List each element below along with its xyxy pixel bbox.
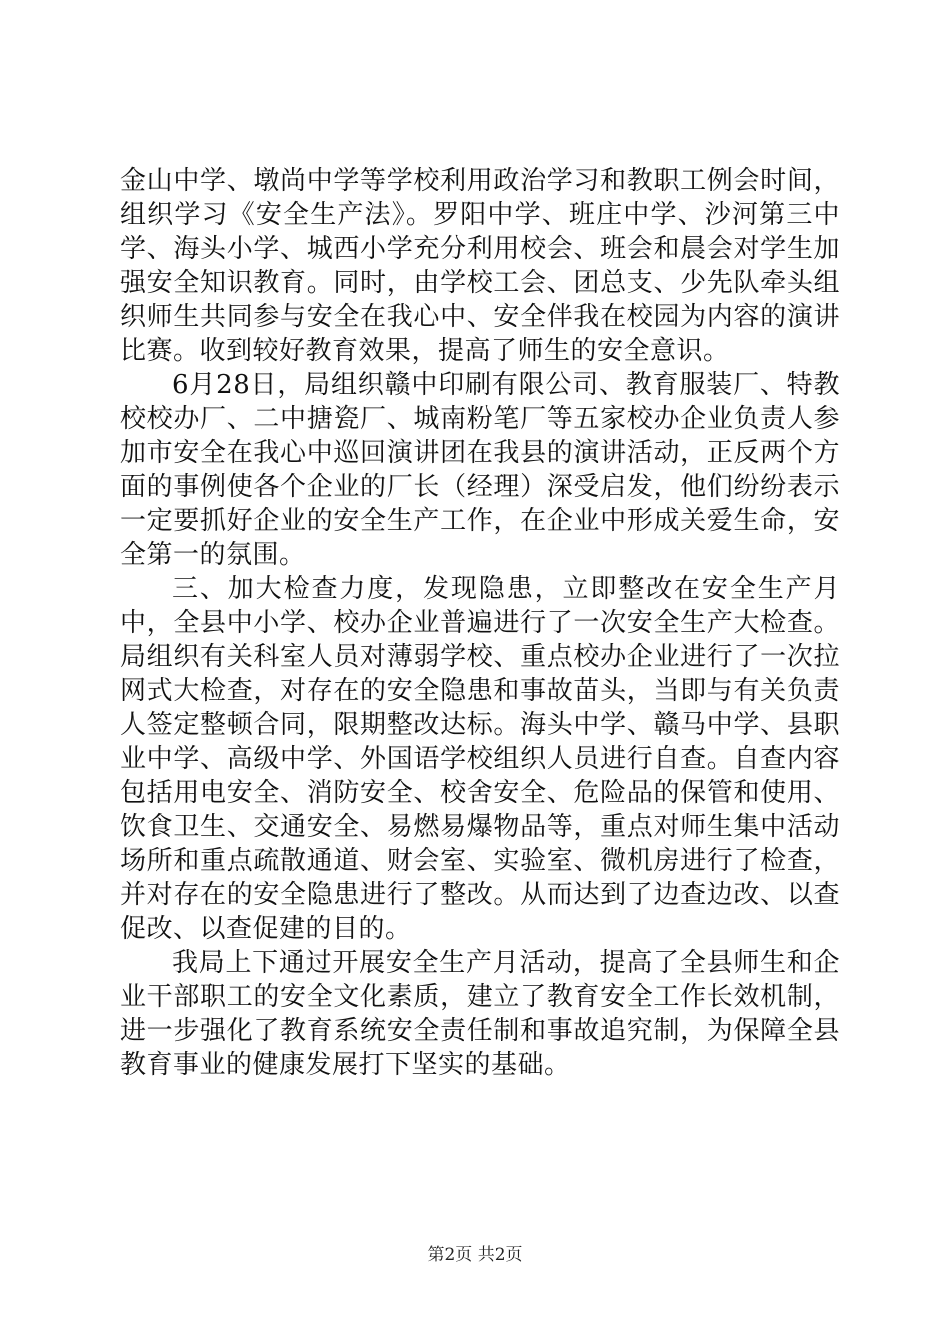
paragraph-continuation: 金山中学、墩尚中学等学校利用政治学习和教职工例会时间，组织学习《安全生产法》。罗阳中学、班庄中学、沙河第三中学、海头小学、城西小学充分利用校会、班会和晨会对学生加强安全知识教育。同时，由学校工会、团总支、少先队牵头组织师生共同参与安全在我心中、安全伴我在校园为内容的演讲比赛。收到较好教育效果，提高了师生的安全意识。 [120,166,840,366]
paragraph-conclusion: 我局上下通过开展安全生产月活动，提高了全县师生和企业干部职工的安全文化素质，建立了教育安全工作长效机制，进一步强化了教育系统安全责任制和事故追究制，为保障全县教育事业的健康发展打下坚实的基础。 [120,948,840,1080]
page-footer: 第2页 共2页 [427,1245,523,1265]
paragraph-june-28: 6月28日，局组织赣中印刷有限公司、教育服装厂、特教校校办厂、二中搪瓷厂、城南粉笔厂等五家校办企业负责人参加市安全在我心中巡回演讲团在我县的演讲活动，正反两个方面的事例使各个企业的厂长（经理）深受启发，他们纷纷表示一定要抓好企业的安全生产工作，在企业中形成关爱生命，安全第一的氛围。 [120,370,840,570]
paragraph-inspection: 三、加大检查力度，发现隐患，立即整改在安全生产月中，全县中小学、校办企业普遍进行了一次安全生产大检查。局组织有关科室人员对薄弱学校、重点校办企业进行了一次拉网式大检查，对存在的安全隐患和事故苗头，当即与有关负责人签定整顿合同，限期整改达标。海头中学、赣马中学、县职业中学、高级中学、外国语学校组织人员进行自查。自查内容包括用电安全、消防安全、校舍安全、危险品的保管和使用、饮食卫生、交通安全、易燃易爆物品等，重点对师生集中活动场所和重点疏散通道、财会室、实验室、微机房进行了检查，并对存在的安全隐患进行了整改。从而达到了边查边改、以查促改、以查促建的目的。 [120,574,840,944]
document-body [120,164,840,1082]
